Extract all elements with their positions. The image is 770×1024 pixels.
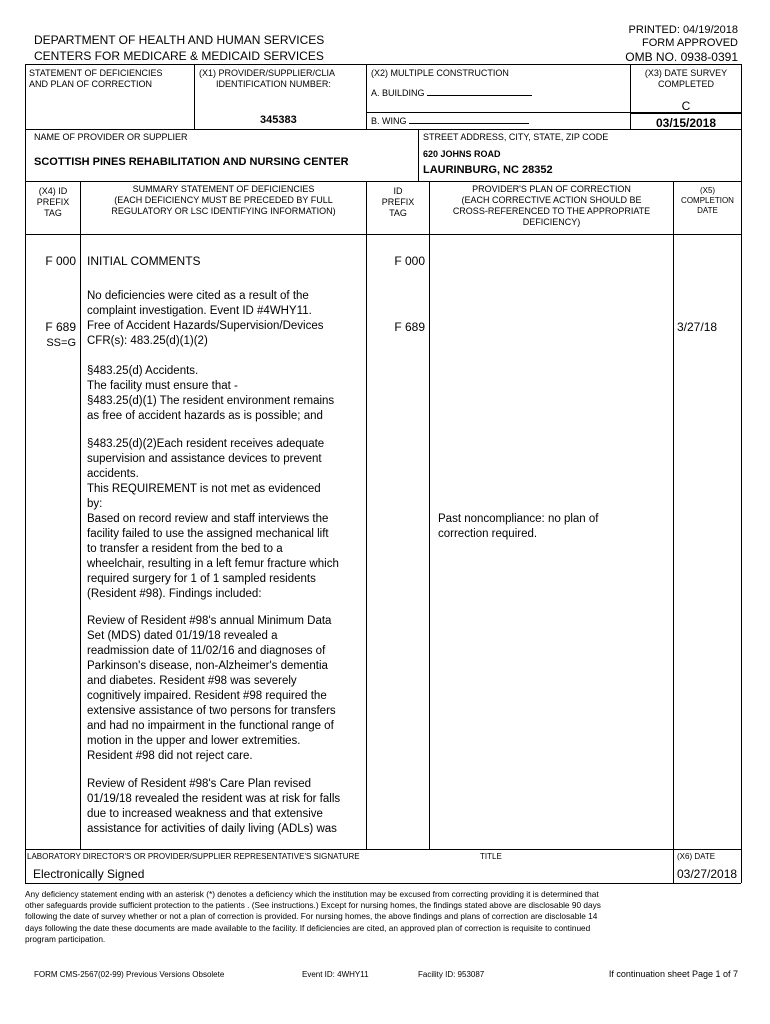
tag-f000: F 000 (45, 254, 76, 268)
plan-header-1: PROVIDER'S PLAN OF CORRECTION (472, 184, 631, 194)
rule (366, 112, 630, 113)
signature-label: LABORATORY DIRECTOR'S OR PROVIDER/SUPPLIER REPRESENTATIVE'S SIGNATURE (27, 852, 360, 861)
city-state-zip: LAURINBURG, NC 28352 (423, 164, 553, 176)
x4-header-1: (X4) ID (38, 186, 68, 196)
x2-label: (X2) MULTIPLE CONSTRUCTION (371, 68, 509, 78)
rule (25, 181, 741, 182)
tag-f689: F 689 (45, 320, 76, 334)
facility-id: Facility ID: 953087 (418, 970, 485, 979)
x3-label-1: (X3) DATE SURVEY (644, 68, 728, 78)
summary-header-1: SUMMARY STATEMENT OF DEFICIENCIES (132, 184, 315, 194)
event-id: Event ID: 4WHY11 (302, 970, 369, 979)
completion-date: 3/27/18 (677, 320, 718, 334)
summary-header-3: REGULATORY OR LSC IDENTIFYING INFORMATION) (111, 206, 336, 216)
wing-field (371, 114, 529, 127)
survey-code: C (681, 99, 691, 113)
rule (366, 64, 367, 129)
regulation-text: §483.25(d) Accidents. The facility must ensure that - §483.25(d)(1) The resident environment remains as free of accident hazards as is possible; and (87, 365, 335, 422)
rule (673, 181, 674, 883)
plan-of-correction-text: Past noncompliance: no plan of correction required. (438, 513, 599, 540)
x1-label-1: (X1) PROVIDER/SUPPLIER/CLIA (199, 68, 336, 78)
rule (194, 64, 195, 129)
rule (25, 849, 741, 850)
id-header-1: ID (393, 186, 403, 196)
x1-label-2: IDENTIFICATION NUMBER: (216, 79, 331, 89)
rule (80, 181, 81, 849)
x5-header-3: DATE (697, 206, 718, 215)
signature-date: 03/27/2018 (677, 867, 738, 881)
scope-severity: SS=G (46, 337, 76, 349)
initial-comments-text: No deficiencies were cited as a result of the complaint investigation. Event ID #4WHY11. (87, 290, 312, 317)
rule (25, 64, 741, 65)
deficiency-title: Free of Accident Hazards/Supervision/Devices CFR(s): 483.25(d)(1)(2) (87, 320, 324, 347)
address-label: STREET ADDRESS, CITY, STATE, ZIP CODE (423, 132, 609, 142)
id-header-2: PREFIX (381, 197, 415, 207)
rule (418, 129, 419, 181)
page-number: If continuation sheet Page 1 of 7 (608, 969, 738, 979)
x5-header-1: (X5) (699, 186, 716, 195)
id-header-3: TAG (389, 208, 407, 218)
rule (429, 181, 430, 849)
title-label: TITLE (480, 852, 502, 861)
form-approved: FORM APPROVED (642, 37, 738, 49)
id-tag-f000: F 000 (394, 254, 425, 268)
summary-header-2: (EACH DEFICIENCY MUST BE PRECEDED BY FULL (114, 195, 333, 205)
rule (25, 234, 741, 235)
rule (25, 883, 741, 884)
wing-label: B. WING (371, 116, 407, 126)
plan-header-4: DEFICIENCY) (522, 217, 581, 227)
form-number: FORM CMS-2567(02-99) Previous Versions Obsolete (34, 970, 225, 979)
x6-date-label: (X6) DATE (677, 852, 716, 861)
department-title: DEPARTMENT OF HEALTH AND HUMAN SERVICES (34, 33, 325, 47)
disclosure-footnote: Any deficiency statement ending with an asterisk (*) denotes a deficiency which the institution may be excused from correcting providing it is determined that other safeguards provide sufficient protection to the patients . (See instructions.) Except for nursing homes, the findings stated above are disclosable 90 days following the date of survey whether or not a plan of correction is provided. For nursing homes, the above findings and plans of correction are disclosable 14 days following the date these documents are made available to the facility. If deficiencies are cited, an approved plan of correction is requisite to continued program participation. (25, 889, 601, 944)
plan-header-3: CROSS-REFERENCED TO THE APPROPRIATE (452, 206, 651, 216)
street-address: 620 JOHNS ROAD (423, 149, 501, 159)
building-line (427, 86, 532, 96)
care-plan-text: Review of Resident #98's Care Plan revised 01/19/18 revealed the resident was at risk for falls due to increased weakness and that extensive assistance for activities of daily living (ADLs) was (87, 778, 341, 835)
survey-date: 03/15/2018 (655, 116, 717, 130)
rule (741, 64, 742, 883)
initial-comments-title: INITIAL COMMENTS (87, 254, 201, 268)
provider-name-label: NAME OF PROVIDER OR SUPPLIER (34, 132, 188, 142)
id-tag-f689: F 689 (394, 320, 425, 334)
requirement-text: §483.25(d)(2)Each resident receives adequate supervision and assistance devices to prevent accidents. This REQUIREMENT is not met as evidenced by: Based on record review and staff interviews the facility failed to use the assigned mechanical lift to transfer a resident from the bed to a wheelchair, resulting in a left femur fracture which required surgery for 1 of 1 sampled residents (Resident #98). Findings included: (87, 438, 339, 600)
rule (366, 181, 367, 849)
plan-header-2: (EACH CORRECTIVE ACTION SHOULD BE (461, 195, 642, 205)
centers-title: CENTERS FOR MEDICARE & MEDICAID SERVICES (34, 49, 324, 63)
printed-date: PRINTED: 04/19/2018 (628, 24, 738, 36)
x5-header-2: COMPLETION (681, 196, 734, 205)
x4-header-3: TAG (44, 208, 62, 218)
x3-label-2: COMPLETED (657, 79, 714, 89)
x4-header-2: PREFIX (36, 197, 70, 207)
statement-label-1: STATEMENT OF DEFICIENCIES (29, 68, 163, 78)
mds-review-text: Review of Resident #98's annual Minimum Data Set (MDS) dated 01/19/18 revealed a readmission date of 11/02/16 and diagnoses of Parkinson's disease, non-Alzheimer's dementia and diabetes. Resident #98 was severely cognitively impaired. Resident #98 required the extensive assistance of two persons for transfers and had no impairment in the functional range of motion in the upper and lower extremities. Resident #98 did not reject care. (87, 615, 336, 762)
statement-label-2: AND PLAN OF CORRECTION (29, 79, 153, 89)
provider-number: 345383 (260, 114, 297, 126)
signature-value: Electronically Signed (33, 867, 145, 881)
building-label: A. BUILDING (371, 88, 425, 98)
omb-number: OMB NO. 0938-0391 (625, 50, 738, 64)
provider-name: SCOTTISH PINES REHABILITATION AND NURSING CENTER (34, 156, 349, 168)
wing-line (409, 114, 529, 124)
building-field (371, 86, 532, 99)
